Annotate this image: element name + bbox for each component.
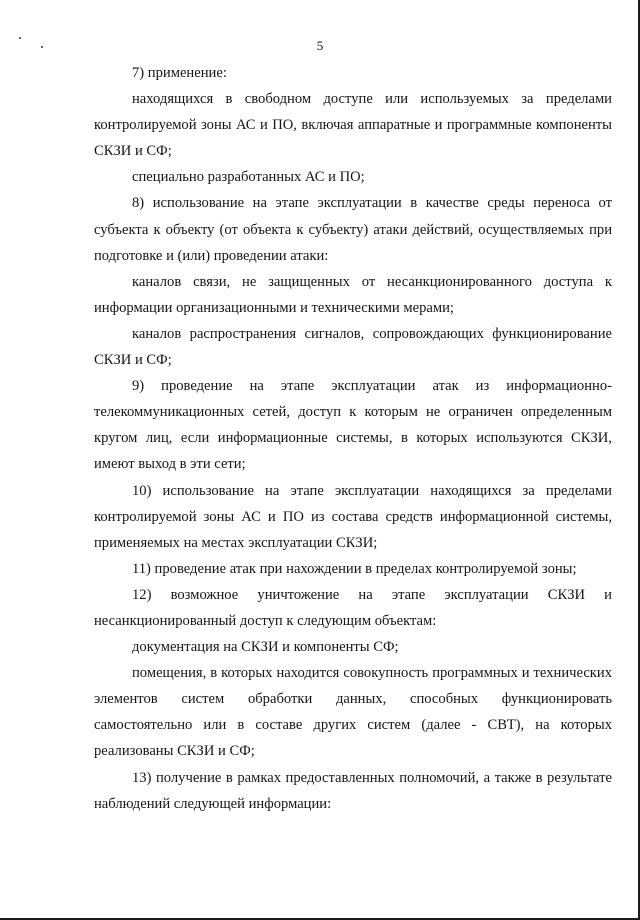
paragraph-item-7-1: находящихся в свободном доступе или используемых за пределами контролируемой зоны АС и ПО, включая аппаратные и программные компоненты СКЗИ и СФ; — [94, 91, 612, 160]
paragraph-item-8-2: каналов распространения сигналов, сопровождающих функционирование СКЗИ и СФ; — [94, 325, 612, 369]
paragraph-item-7-2: специально разработанных АС и ПО; — [132, 169, 365, 186]
paragraph-item-11: 11) проведение атак при нахождении в пределах контролируемой зоны; — [132, 560, 577, 577]
paragraph-item-8: 8) использование на этапе эксплуатации в качестве среды переноса от субъекта к объекту (от объекта к субъекту) атаки действий, осуществляемых при подготовке и (или) проведении атаки: — [94, 195, 612, 264]
paragraph-item-12-2: помещения, в которых находится совокупность программных и технических элементов систем обработки данных, способных функционировать самостоятельно или в составе других систем (далее - СВТ), на которых реализованы СКЗИ и СФ; — [94, 665, 612, 760]
paragraph-item-12-1: документация на СКЗИ и компоненты СФ; — [132, 639, 399, 656]
paragraph-item-10: 10) использование на этапе эксплуатации находящихся за пределами контролируемой зоны АС и ПО из состава средств информационной системы, применяемых на местах эксплуатации СКЗИ; — [94, 482, 612, 551]
paragraph-item-7: 7) применение: — [132, 65, 227, 81]
paragraph-item-8-1: каналов связи, не защищенных от несанкционированного доступа к информации организационными и техническими мерами; — [94, 273, 612, 316]
body-text — [94, 60, 612, 817]
paragraph-item-12: 12) возможное уничтожение на этапе эксплуатации СКЗИ и несанкционированный доступ к следующим объектам: — [94, 586, 612, 629]
paragraph-item-13: 13) получение в рамках предоставленных полномочий, а также в результате наблюдений следующей информации: — [94, 769, 612, 812]
paragraph-item-9: 9) проведение на этапе эксплуатации атак из информационно-телекоммуникационных сетей, доступ к которым не ограничен определенным кругом лиц, если информационные системы, в которых используются СКЗИ, имеют выход в эти сети; — [94, 378, 612, 473]
page-number: 5 — [316, 38, 324, 53]
